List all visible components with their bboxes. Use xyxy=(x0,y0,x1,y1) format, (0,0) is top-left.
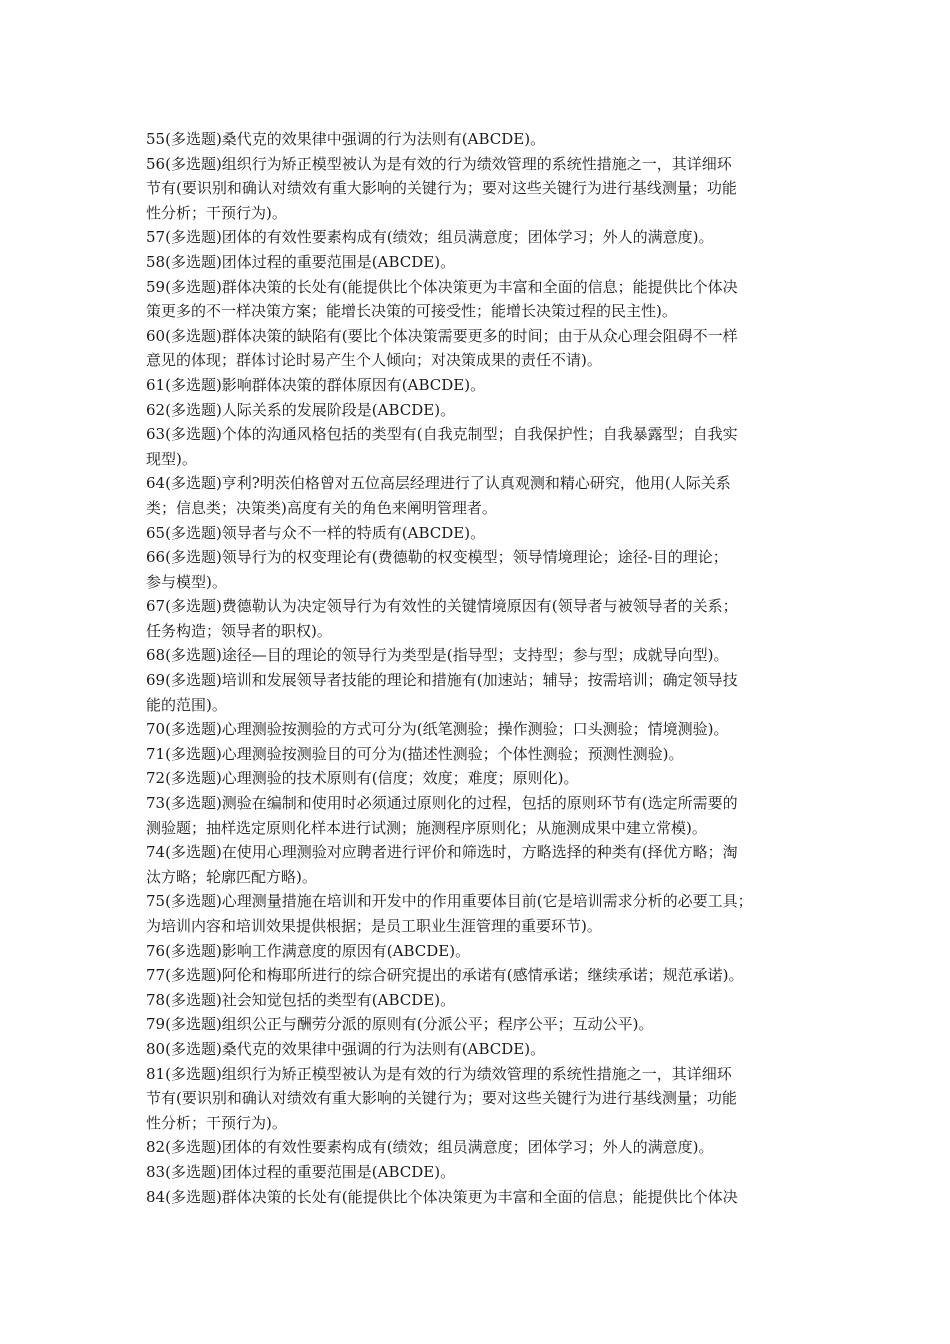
text-line: 75(多选题)心理测量措施在培训和开发中的作用重要体目前(它是培训需求分析的必要工具； xyxy=(146,892,753,911)
text-line: 83(多选题)团体过程的重要范围是(ABCDE)。 xyxy=(146,1162,456,1181)
text-line: 67(多选题)费德勒认为决定领导行为有效性的关键情境原因有(领导者与被领导者的关系； xyxy=(146,597,738,616)
text-line: 性分析；干预行为)。 xyxy=(146,203,287,222)
text-line: 71(多选题)心理测验按测验目的可分为(描述性测验；个体性测验；预测性测验)。 xyxy=(146,744,684,763)
text-line: 77(多选题)阿伦和梅耶所进行的综合研究提出的承诺有(感情承诺；继续承诺；规范承诺)。 xyxy=(146,966,744,985)
text-line: 汰方略；轮廓匹配方略)。 xyxy=(146,867,317,886)
text-line: 节有(要识别和确认对绩效有重大影响的关键行为；要对这些关键行为进行基线测量；功能 xyxy=(146,1089,737,1108)
text-line: 69(多选题)培训和发展领导者技能的理论和措施有(加速站；辅导；按需培训；确定领导技 xyxy=(146,671,738,690)
text-line: 61(多选题)影响群体决策的群体原因有(ABCDE)。 xyxy=(146,375,486,394)
text-line: 参与模型)。 xyxy=(146,572,227,591)
text-line: 68(多选题)途径—目的理论的领导行为类型是(指导型；支持型；参与型；成就导向型)。 xyxy=(146,646,729,665)
text-line: 测验题；抽样选定原则化样本进行试测；施测程序原则化；从施测成果中建立常模)。 xyxy=(146,818,707,837)
text-line: 为培训内容和培训效果提供根据；是员工职业生涯管理的重要环节)。 xyxy=(146,917,602,935)
document-body xyxy=(146,127,810,1209)
text-line: 84(多选题)群体决策的长处有(能提供比个体决策更为丰富和全面的信息；能提供比个体决 xyxy=(146,1187,738,1206)
text-line: 70(多选题)心理测验按测验的方式可分为(纸笔测验；操作测验；口头测验；情境测验)。 xyxy=(146,720,729,739)
text-line: 81(多选题)组织行为矫正模型被认为是有效的行为绩效管理的系统性措施之一，其详细环 xyxy=(146,1064,732,1083)
text-line: 65(多选题)领导者与众不一样的特质有(ABCDE)。 xyxy=(146,523,486,542)
text-line: 80(多选题)桑代克的效果律中强调的行为法则有(ABCDE)。 xyxy=(146,1039,546,1058)
text-line: 任务构造；领导者的职权)。 xyxy=(146,621,332,640)
text-line: 56(多选题)组织行为矫正模型被认为是有效的行为绩效管理的系统性措施之一，其详细环 xyxy=(146,154,732,173)
text-line: 节有(要识别和确认对绩效有重大影响的关键行为；要对这些关键行为进行基线测量；功能 xyxy=(146,179,737,198)
text-line: 59(多选题)群体决策的长处有(能提供比个体决策更为丰富和全面的信息；能提供比个体决 xyxy=(146,277,738,296)
text-line: 58(多选题)团体过程的重要范围是(ABCDE)。 xyxy=(146,252,456,271)
text-line: 性分析；干预行为)。 xyxy=(146,1113,287,1132)
text-line: 类；信息类；决策类)高度有关的角色来阐明管理者。 xyxy=(146,498,497,517)
text-line: 意见的体现；群体讨论时易产生个人倾向；对决策成果的责任不请)。 xyxy=(146,351,602,370)
text-line: 79(多选题)组织公正与酬劳分派的原则有(分派公平；程序公平；互动公平)。 xyxy=(146,1015,654,1034)
text-line: 74(多选题)在使用心理测验对应聘者进行评价和筛选时，方略选择的种类有(择优方略；淘 xyxy=(146,843,738,862)
text-line: 55(多选题)桑代克的效果律中强调的行为法则有(ABCDE)。 xyxy=(146,130,546,148)
text-line: 63(多选题)个体的沟通风格包括的类型有(自我克制型；自我保护性；自我暴露型；自我实 xyxy=(146,425,738,444)
text-line: 73(多选题)测验在编制和使用时必须通过原则化的过程，包括的原则环节有(选定所需要的 xyxy=(146,794,738,813)
text-line: 60(多选题)群体决策的缺陷有(要比个体决策需要更多的时间；由于从众心理会阻碍不一样 xyxy=(146,326,738,345)
text-line: 66(多选题)领导行为的权变理论有(费德勒的权变模型；领导情境理论；途径-目的理论； xyxy=(146,548,728,567)
text-line: 57(多选题)团体的有效性要素构成有(绩效；组员满意度；团体学习；外人的满意度)。 xyxy=(146,228,714,247)
text-line: 64(多选题)亨利?明茨伯格曾对五位高层经理进行了认真观测和精心研究，他用(人际关系 xyxy=(146,474,731,493)
text-line: 62(多选题)人际关系的发展阶段是(ABCDE)。 xyxy=(146,400,456,419)
text-line: 76(多选题)影响工作满意度的原因有(ABCDE)。 xyxy=(146,941,471,960)
text-line: 78(多选题)社会知觉包括的类型有(ABCDE)。 xyxy=(146,990,456,1009)
text-line: 72(多选题)心理测验的技术原则有(信度；效度；难度；原则化)。 xyxy=(146,769,579,788)
text-line: 82(多选题)团体的有效性要素构成有(绩效；组员满意度；团体学习；外人的满意度)。 xyxy=(146,1138,714,1157)
text-line: 现型)。 xyxy=(146,449,197,468)
text-line: 能的范围)。 xyxy=(146,695,227,714)
text-line: 策更多的不一样决策方案；能增长决策的可接受性；能增长决策过程的民主性)。 xyxy=(146,302,677,321)
